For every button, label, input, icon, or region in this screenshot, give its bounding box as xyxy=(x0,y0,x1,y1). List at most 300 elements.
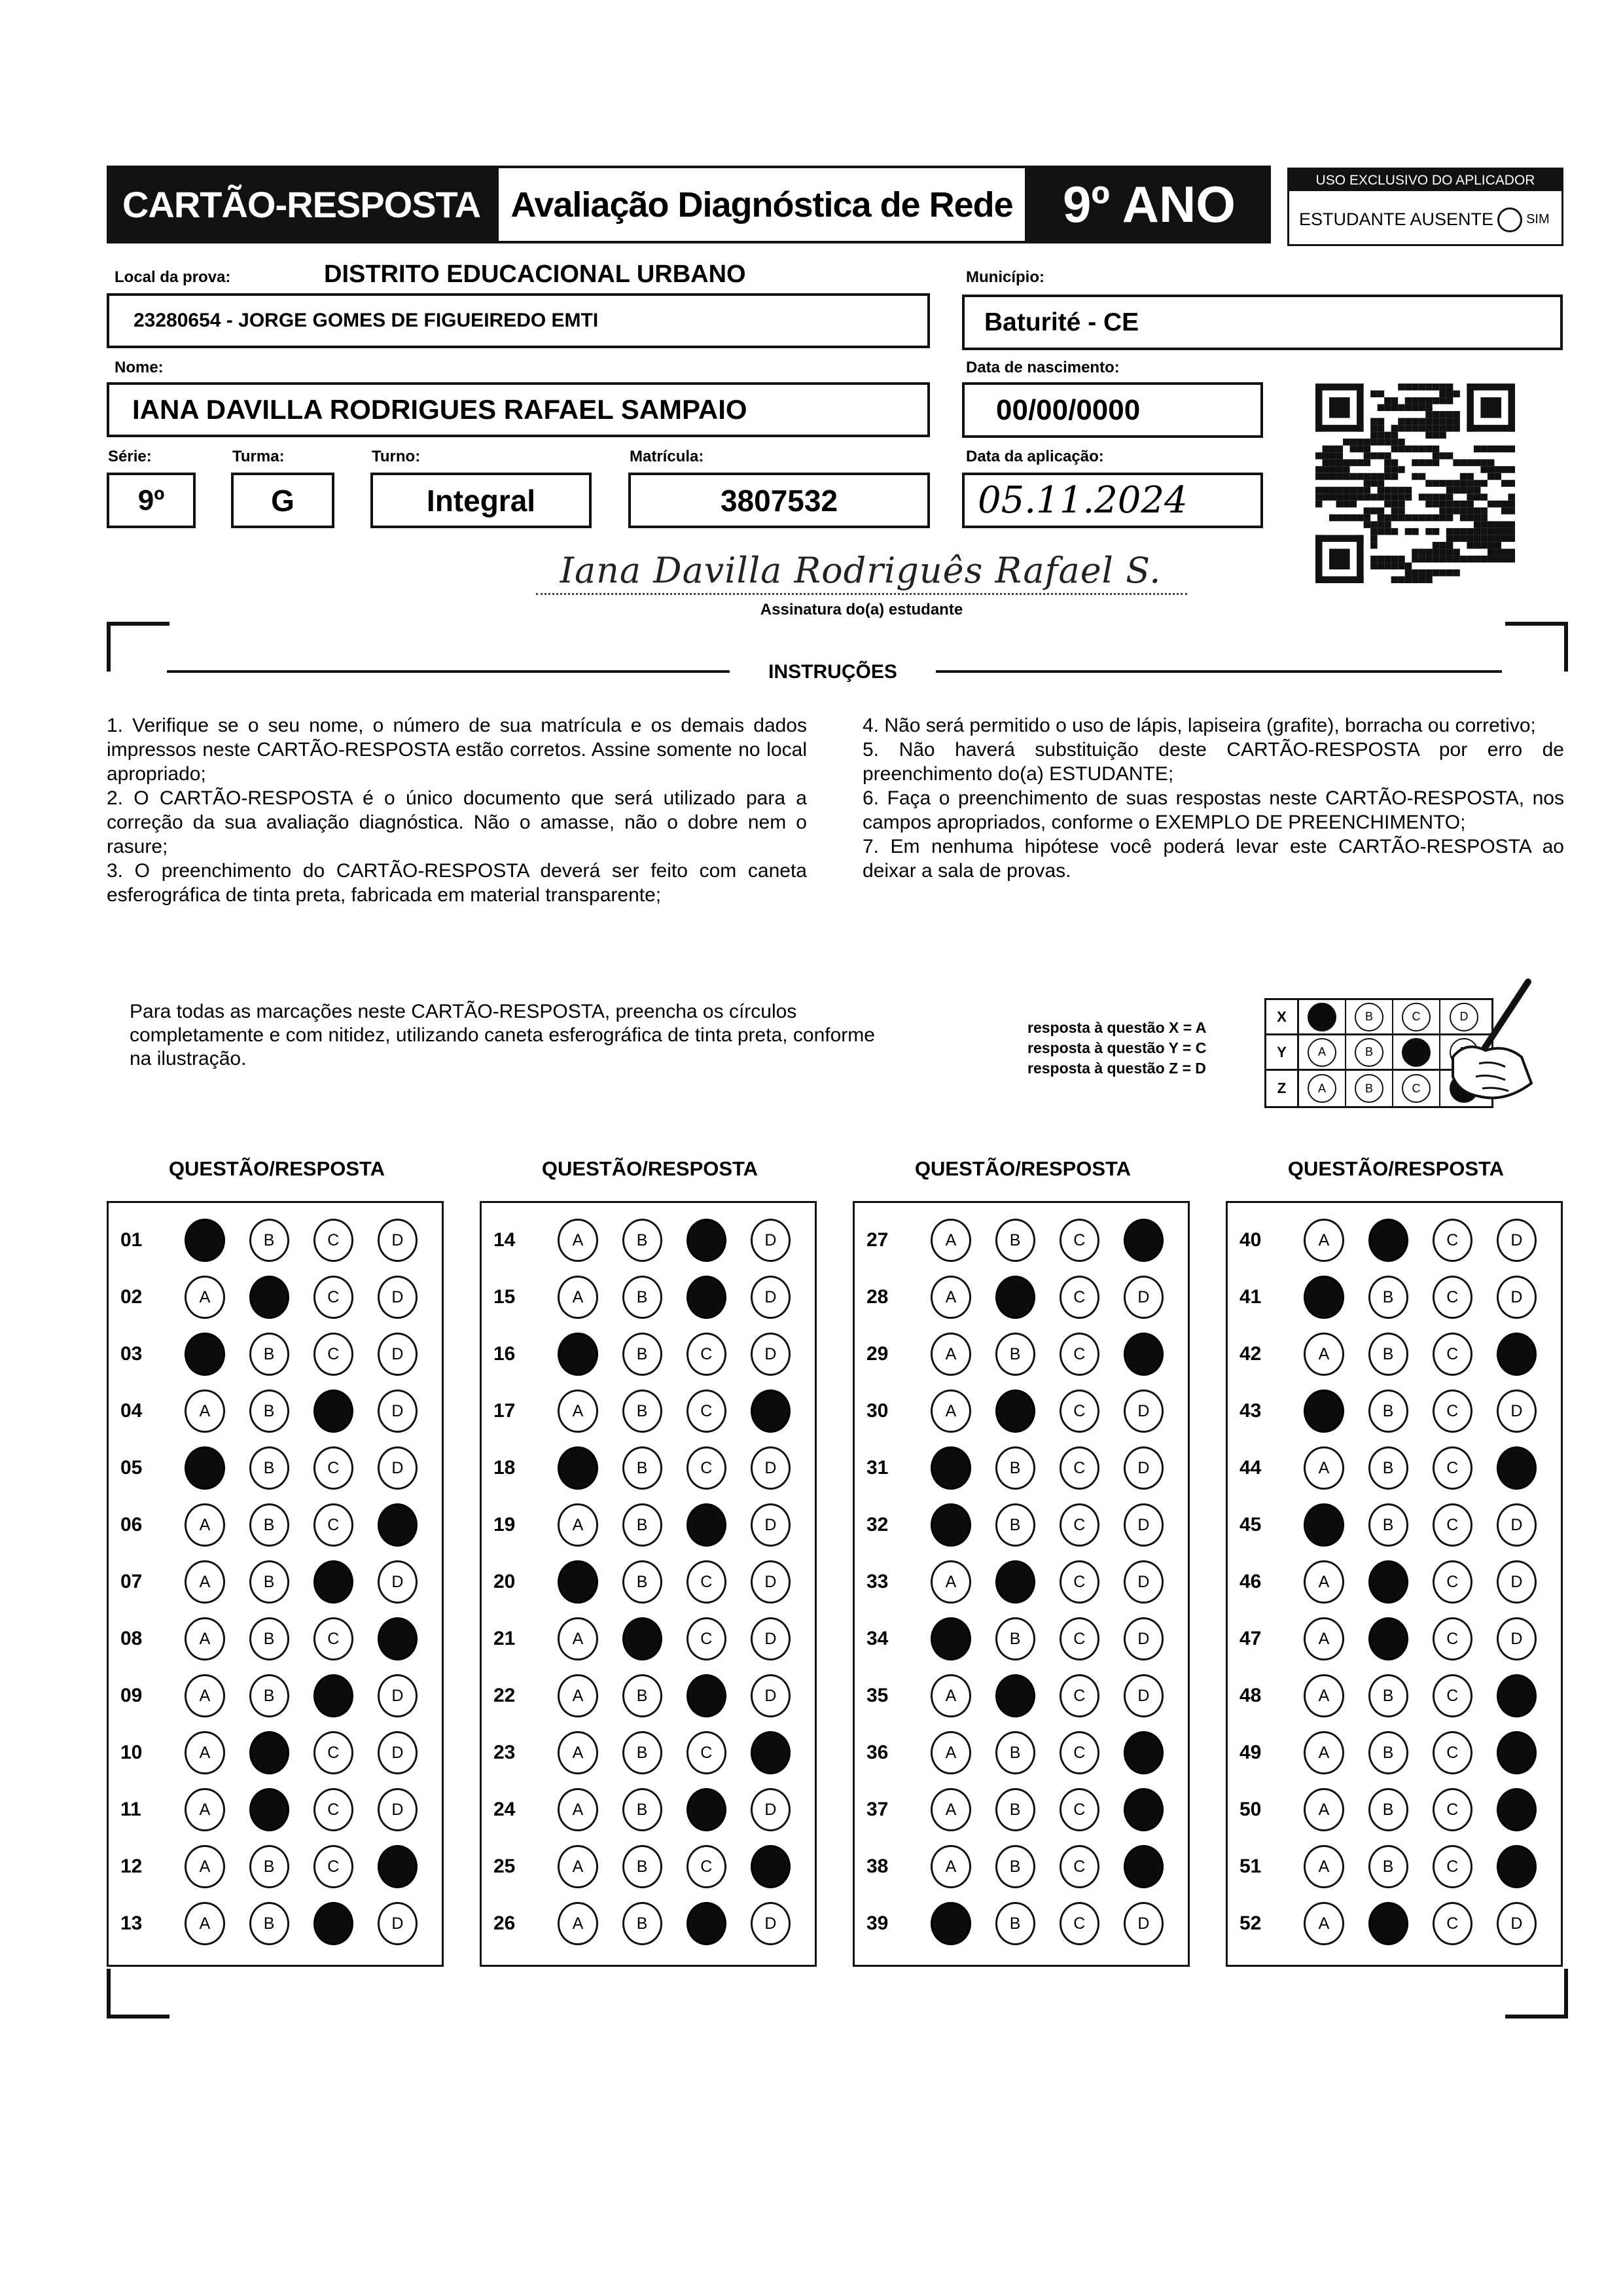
answer-bubble-a[interactable]: A xyxy=(558,1219,597,1262)
question-row xyxy=(482,1733,815,1772)
applicator-header: USO EXCLUSIVO DO APLICADOR xyxy=(1289,170,1561,191)
answer-bubble-d[interactable]: D xyxy=(751,1276,791,1319)
answer-bubble-b[interactable]: B xyxy=(249,1446,289,1490)
answer-bubble-d[interactable]: D xyxy=(751,1617,791,1660)
question-row xyxy=(1228,1847,1561,1886)
answer-bubble-d[interactable] xyxy=(1124,1788,1164,1831)
answer-bubble-c[interactable]: C xyxy=(1060,1503,1099,1547)
answer-bubble-a[interactable] xyxy=(185,1219,224,1262)
example-bubble-a: A xyxy=(1308,1038,1336,1067)
answer-bubble-a[interactable]: A xyxy=(1304,1560,1344,1604)
answer-bubble-b[interactable] xyxy=(1368,1219,1408,1262)
answer-bubble-d[interactable]: D xyxy=(378,1674,418,1717)
answer-bubble-c[interactable]: C xyxy=(687,1446,726,1490)
answer-bubble-c[interactable] xyxy=(687,1219,726,1262)
answer-bubble-a[interactable]: A xyxy=(558,1276,597,1319)
answer-bubble-b[interactable] xyxy=(995,1674,1035,1717)
question-number: 16 xyxy=(493,1343,516,1365)
answer-bubble-d[interactable]: D xyxy=(751,1446,791,1490)
question-row xyxy=(855,1391,1188,1431)
answer-bubble-a[interactable]: A xyxy=(1304,1446,1344,1490)
answer-bubble-d[interactable]: D xyxy=(751,1674,791,1717)
answer-bubble-c[interactable]: C xyxy=(313,1617,353,1660)
answer-bubble-a[interactable]: A xyxy=(931,1219,971,1262)
nascimento-field xyxy=(962,382,1263,438)
answer-bubble-c[interactable]: C xyxy=(313,1788,353,1831)
answer-bubble-c[interactable]: C xyxy=(1060,1390,1099,1433)
question-row xyxy=(109,1904,442,1943)
answer-bubble-b[interactable]: B xyxy=(622,1446,662,1490)
question-number: 48 xyxy=(1240,1685,1262,1706)
answer-bubble-c[interactable]: C xyxy=(1433,1219,1472,1262)
answer-bubble-b[interactable]: B xyxy=(1368,1276,1408,1319)
answer-bubble-d[interactable] xyxy=(1497,1788,1537,1831)
answer-bubble-b[interactable]: B xyxy=(995,1333,1035,1376)
corner-mark-bottom-left xyxy=(107,1969,169,2018)
question-number: 44 xyxy=(1240,1457,1262,1479)
answer-bubble-d[interactable]: D xyxy=(378,1219,418,1262)
answer-bubble-d[interactable]: D xyxy=(1497,1560,1537,1604)
answer-bubble-d[interactable]: D xyxy=(378,1446,418,1490)
answer-bubble-c[interactable]: C xyxy=(687,1333,726,1376)
question-row xyxy=(1228,1733,1561,1772)
answer-bubble-b[interactable]: B xyxy=(1368,1788,1408,1831)
answer-bubble-c[interactable]: C xyxy=(1433,1902,1472,1945)
signature-line xyxy=(536,593,1187,595)
answer-bubble-b[interactable]: B xyxy=(1368,1674,1408,1717)
answer-bubble-b[interactable]: B xyxy=(622,1276,662,1319)
answer-bubble-a[interactable] xyxy=(558,1560,597,1604)
answer-bubble-a[interactable]: A xyxy=(1304,1219,1344,1262)
answer-bubble-b[interactable] xyxy=(995,1276,1035,1319)
answer-bubble-d[interactable]: D xyxy=(1124,1276,1164,1319)
question-number: 43 xyxy=(1240,1400,1262,1422)
answer-bubble-b[interactable]: B xyxy=(249,1503,289,1547)
question-number: 12 xyxy=(120,1856,143,1877)
answer-bubble-a[interactable]: A xyxy=(185,1674,224,1717)
answer-bubble-c[interactable] xyxy=(687,1276,726,1319)
answer-bubble-b[interactable]: B xyxy=(995,1845,1035,1888)
answer-bubble-c[interactable]: C xyxy=(1433,1731,1472,1774)
answer-bubble-c[interactable]: C xyxy=(1433,1845,1472,1888)
answer-bubble-c[interactable]: C xyxy=(313,1219,353,1262)
answer-bubble-c[interactable] xyxy=(687,1788,726,1831)
answer-bubble-c[interactable]: C xyxy=(1060,1219,1099,1262)
corner-mark-top-right xyxy=(1505,622,1568,672)
answer-bubble-a[interactable] xyxy=(558,1333,597,1376)
example-row-label: Y xyxy=(1266,1035,1299,1069)
answer-bubble-a[interactable]: A xyxy=(931,1674,971,1717)
answer-bubble-a[interactable] xyxy=(1304,1276,1344,1319)
answer-bubble-c[interactable]: C xyxy=(1060,1560,1099,1604)
answer-bubble-d[interactable]: D xyxy=(1124,1674,1164,1717)
question-number: 52 xyxy=(1240,1912,1262,1934)
answer-bubble-d[interactable] xyxy=(1497,1674,1537,1717)
answer-bubble-b[interactable]: B xyxy=(1368,1390,1408,1433)
answer-bubble-c[interactable]: C xyxy=(1060,1674,1099,1717)
answer-bubble-b[interactable] xyxy=(249,1276,289,1319)
answer-bubble-b[interactable]: B xyxy=(995,1731,1035,1774)
answer-bubble-d[interactable]: D xyxy=(751,1219,791,1262)
answer-bubble-b[interactable] xyxy=(249,1731,289,1774)
answer-bubble-b[interactable]: B xyxy=(249,1390,289,1433)
question-number: 50 xyxy=(1240,1799,1262,1820)
turma-label: Turma: xyxy=(232,448,285,465)
answer-bubble-a[interactable] xyxy=(931,1503,971,1547)
qr-code-icon xyxy=(1315,384,1515,583)
answer-bubble-a[interactable] xyxy=(931,1446,971,1490)
answer-bubble-d[interactable] xyxy=(1497,1731,1537,1774)
answer-bubble-a[interactable]: A xyxy=(1304,1845,1344,1888)
answer-bubble-b[interactable]: B xyxy=(249,1674,289,1717)
answer-bubble-a[interactable]: A xyxy=(931,1731,971,1774)
answer-bubble-a[interactable] xyxy=(1304,1503,1344,1547)
answer-bubble-c[interactable]: C xyxy=(687,1731,726,1774)
answer-bubble-d[interactable] xyxy=(1124,1731,1164,1774)
answer-bubble-c[interactable]: C xyxy=(687,1845,726,1888)
answer-bubble-b[interactable]: B xyxy=(995,1617,1035,1660)
question-number: 46 xyxy=(1240,1571,1262,1592)
serie-field xyxy=(107,473,196,528)
answer-bubble-d[interactable] xyxy=(751,1845,791,1888)
answer-bubble-d[interactable]: D xyxy=(378,1276,418,1319)
answer-bubble-c[interactable]: C xyxy=(1060,1731,1099,1774)
answer-bubble-d[interactable]: D xyxy=(751,1503,791,1547)
answer-bubble-c[interactable] xyxy=(313,1560,353,1604)
answer-bubble-c[interactable]: C xyxy=(1060,1333,1099,1376)
example-bubble-c: C xyxy=(1402,1003,1431,1031)
answer-bubble-b[interactable]: B xyxy=(995,1503,1035,1547)
question-number: 15 xyxy=(493,1286,516,1308)
answer-bubble-c[interactable]: C xyxy=(1060,1617,1099,1660)
instr-rule-left xyxy=(167,670,730,673)
question-row xyxy=(855,1448,1188,1488)
answer-bubble-a[interactable]: A xyxy=(558,1902,597,1945)
answer-bubble-c[interactable]: C xyxy=(1060,1446,1099,1490)
answer-bubble-d[interactable] xyxy=(378,1617,418,1660)
answer-bubble-d[interactable]: D xyxy=(1497,1617,1537,1660)
question-row xyxy=(482,1904,815,1943)
answer-bubble-a[interactable]: A xyxy=(558,1731,597,1774)
answer-bubble-a[interactable]: A xyxy=(931,1390,971,1433)
answer-bubble-c[interactable] xyxy=(313,1674,353,1717)
answer-bubble-d[interactable]: D xyxy=(751,1333,791,1376)
answer-bubble-d[interactable]: D xyxy=(1497,1390,1537,1433)
question-number: 31 xyxy=(866,1457,889,1479)
local-label: Local da prova: xyxy=(115,268,231,286)
question-number: 17 xyxy=(493,1400,516,1422)
aplicacao-field xyxy=(962,473,1263,528)
answer-bubble-d[interactable] xyxy=(751,1731,791,1774)
question-number: 37 xyxy=(866,1799,889,1820)
matricula-value: 3807532 xyxy=(720,483,838,518)
answer-bubble-a[interactable]: A xyxy=(185,1560,224,1604)
municipio-field xyxy=(962,295,1563,350)
answer-bubble-a[interactable]: A xyxy=(185,1788,224,1831)
answer-bubble-d[interactable]: D xyxy=(751,1788,791,1831)
answer-bubble-a[interactable]: A xyxy=(1304,1902,1344,1945)
question-row xyxy=(855,1562,1188,1602)
question-row xyxy=(1228,1505,1561,1545)
answer-bubble-b[interactable]: B xyxy=(622,1503,662,1547)
answer-bubble-c[interactable] xyxy=(313,1902,353,1945)
answer-bubble-c[interactable]: C xyxy=(313,1731,353,1774)
answer-bubble-b[interactable]: B xyxy=(1368,1845,1408,1888)
matricula-field xyxy=(628,473,930,528)
answer-bubble-a[interactable]: A xyxy=(931,1788,971,1831)
question-row xyxy=(855,1619,1188,1659)
exam-name: Avaliação Diagnóstica de Rede xyxy=(496,166,1027,243)
question-row xyxy=(109,1278,442,1317)
answer-bubble-c[interactable] xyxy=(687,1503,726,1547)
answer-bubble-c[interactable]: C xyxy=(1433,1446,1472,1490)
example-row-label: X xyxy=(1266,1000,1299,1033)
answer-bubble-d[interactable]: D xyxy=(1497,1902,1537,1945)
example-bubble-c: C xyxy=(1402,1074,1431,1103)
answer-bubble-d[interactable]: D xyxy=(378,1731,418,1774)
answer-bubble-b[interactable]: B xyxy=(622,1788,662,1831)
answer-bubble-c[interactable] xyxy=(687,1902,726,1945)
example-legend xyxy=(1027,1018,1263,1079)
answer-bubble-b[interactable]: B xyxy=(1368,1446,1408,1490)
answer-bubble-d[interactable]: D xyxy=(751,1902,791,1945)
answer-bubble-c[interactable]: C xyxy=(687,1390,726,1433)
absent-row xyxy=(1299,202,1550,238)
question-row xyxy=(855,1847,1188,1886)
answer-bubble-a[interactable] xyxy=(558,1446,597,1490)
answer-bubble-b[interactable]: B xyxy=(249,1333,289,1376)
answer-bubble-b[interactable]: B xyxy=(995,1219,1035,1262)
question-row xyxy=(1228,1619,1561,1659)
answer-bubble-c[interactable]: C xyxy=(1060,1788,1099,1831)
question-row xyxy=(855,1733,1188,1772)
question-row xyxy=(109,1676,442,1715)
question-number: 29 xyxy=(866,1343,889,1365)
question-number: 01 xyxy=(120,1229,143,1251)
answer-bubble-a[interactable]: A xyxy=(1304,1333,1344,1376)
answer-bubble-c[interactable]: C xyxy=(1433,1674,1472,1717)
question-number: 39 xyxy=(866,1912,889,1934)
answer-bubble-c[interactable]: C xyxy=(1433,1617,1472,1660)
answer-bubble-a[interactable]: A xyxy=(185,1731,224,1774)
answer-bubble-d[interactable] xyxy=(1124,1845,1164,1888)
answer-bubble-a[interactable]: A xyxy=(558,1617,597,1660)
absent-checkbox[interactable] xyxy=(1497,207,1522,232)
question-row xyxy=(1228,1335,1561,1374)
answer-column-box xyxy=(107,1201,444,1967)
answer-bubble-d[interactable] xyxy=(1124,1333,1164,1376)
answer-bubble-b[interactable] xyxy=(995,1560,1035,1604)
answer-bubble-a[interactable]: A xyxy=(1304,1788,1344,1831)
question-row xyxy=(855,1790,1188,1829)
question-number: 14 xyxy=(493,1229,516,1251)
answer-bubble-c[interactable]: C xyxy=(1433,1560,1472,1604)
answer-bubble-d[interactable] xyxy=(1497,1446,1537,1490)
answer-bubble-c[interactable]: C xyxy=(1433,1788,1472,1831)
answer-bubble-a[interactable]: A xyxy=(185,1503,224,1547)
answer-bubble-d[interactable]: D xyxy=(378,1333,418,1376)
answer-bubble-c[interactable]: C xyxy=(1060,1902,1099,1945)
answer-bubble-c[interactable]: C xyxy=(1060,1845,1099,1888)
question-row xyxy=(482,1335,815,1374)
answer-bubble-b[interactable]: B xyxy=(249,1845,289,1888)
answer-bubble-b[interactable]: B xyxy=(622,1390,662,1433)
answer-bubble-c[interactable]: C xyxy=(313,1503,353,1547)
answer-bubble-a[interactable]: A xyxy=(185,1617,224,1660)
answer-bubble-b[interactable]: B xyxy=(622,1731,662,1774)
answer-bubble-c[interactable] xyxy=(687,1674,726,1717)
question-number: 19 xyxy=(493,1514,516,1535)
answer-bubble-d[interactable]: D xyxy=(378,1560,418,1604)
answer-bubble-a[interactable]: A xyxy=(558,1503,597,1547)
answer-bubble-a[interactable]: A xyxy=(558,1390,597,1433)
pen-hand-icon xyxy=(1407,978,1538,1109)
answer-bubble-a[interactable] xyxy=(931,1617,971,1660)
example-bubble-d: D xyxy=(1450,1003,1478,1031)
answer-bubble-c[interactable]: C xyxy=(1433,1390,1472,1433)
answer-bubble-c[interactable]: C xyxy=(687,1560,726,1604)
answer-bubble-c[interactable]: C xyxy=(1433,1503,1472,1547)
answer-bubble-a[interactable]: A xyxy=(931,1276,971,1319)
question-number: 26 xyxy=(493,1912,516,1934)
answer-bubble-a[interactable]: A xyxy=(931,1845,971,1888)
answer-bubble-b[interactable]: B xyxy=(622,1560,662,1604)
question-number: 35 xyxy=(866,1685,889,1706)
answer-bubble-b[interactable]: B xyxy=(622,1333,662,1376)
answer-bubble-b[interactable]: B xyxy=(622,1902,662,1945)
answer-bubble-b[interactable]: B xyxy=(622,1219,662,1262)
answer-bubble-a[interactable]: A xyxy=(558,1845,597,1888)
answer-bubble-a[interactable]: A xyxy=(931,1333,971,1376)
answer-bubble-b[interactable]: B xyxy=(995,1446,1035,1490)
question-row xyxy=(482,1562,815,1602)
answer-bubble-c[interactable]: C xyxy=(313,1446,353,1490)
column-title: QUESTÃO/RESPOSTA xyxy=(541,1157,758,1180)
answer-bubble-d[interactable] xyxy=(1497,1845,1537,1888)
answer-bubble-b[interactable]: B xyxy=(1368,1333,1408,1376)
question-number: 45 xyxy=(1240,1514,1262,1535)
answer-bubble-d[interactable]: D xyxy=(1124,1560,1164,1604)
answer-bubble-d[interactable] xyxy=(1497,1333,1537,1376)
question-row xyxy=(109,1847,442,1886)
question-row xyxy=(855,1221,1188,1260)
answer-bubble-b[interactable] xyxy=(249,1788,289,1831)
answer-bubble-c[interactable]: C xyxy=(313,1333,353,1376)
answer-bubble-d[interactable]: D xyxy=(751,1560,791,1604)
answer-bubble-a[interactable] xyxy=(931,1902,971,1945)
answer-bubble-d[interactable]: D xyxy=(1497,1503,1537,1547)
question-row xyxy=(109,1733,442,1772)
answer-bubble-c[interactable] xyxy=(313,1390,353,1433)
answer-bubble-b[interactable]: B xyxy=(622,1674,662,1717)
answer-bubble-d[interactable] xyxy=(378,1845,418,1888)
nascimento-value: 00/00/0000 xyxy=(996,393,1141,426)
answer-bubble-a[interactable]: A xyxy=(1304,1731,1344,1774)
answer-bubble-a[interactable]: A xyxy=(1304,1674,1344,1717)
answer-bubble-b[interactable]: B xyxy=(249,1560,289,1604)
answer-bubble-a[interactable]: A xyxy=(1304,1617,1344,1660)
corner-mark-top-left xyxy=(107,622,169,672)
answer-bubble-c[interactable]: C xyxy=(1060,1276,1099,1319)
answer-bubble-d[interactable]: D xyxy=(1497,1276,1537,1319)
instr-rule-right xyxy=(936,670,1502,673)
question-number: 09 xyxy=(120,1685,143,1706)
answer-bubble-a[interactable]: A xyxy=(185,1390,224,1433)
answer-bubble-c[interactable]: C xyxy=(313,1276,353,1319)
answer-bubble-c[interactable]: C xyxy=(313,1845,353,1888)
answer-bubble-a[interactable]: A xyxy=(185,1276,224,1319)
answer-bubble-d[interactable]: D xyxy=(1124,1390,1164,1433)
answer-bubble-d[interactable]: D xyxy=(378,1788,418,1831)
answer-bubble-a[interactable]: A xyxy=(931,1560,971,1604)
answer-bubble-a[interactable]: A xyxy=(558,1674,597,1717)
question-row xyxy=(109,1391,442,1431)
answer-bubble-d[interactable] xyxy=(378,1503,418,1547)
question-row xyxy=(855,1278,1188,1317)
answer-bubble-b[interactable]: B xyxy=(249,1902,289,1945)
example-bubble-a: A xyxy=(1308,1074,1336,1103)
question-row xyxy=(109,1335,442,1374)
answer-bubble-b[interactable]: B xyxy=(249,1219,289,1262)
nome-value: IANA DAVILLA RODRIGUES RAFAEL SAMPAIO xyxy=(132,394,747,425)
question-row xyxy=(1228,1391,1561,1431)
answer-bubble-d[interactable]: D xyxy=(378,1902,418,1945)
answer-bubble-a[interactable] xyxy=(185,1446,224,1490)
answer-bubble-d[interactable]: D xyxy=(1124,1617,1164,1660)
question-number: 05 xyxy=(120,1457,143,1479)
answer-bubble-b[interactable] xyxy=(1368,1617,1408,1660)
answer-bubble-a[interactable]: A xyxy=(558,1788,597,1831)
answer-bubble-a[interactable] xyxy=(185,1333,224,1376)
answer-bubble-b[interactable]: B xyxy=(995,1788,1035,1831)
answer-bubble-b[interactable]: B xyxy=(1368,1503,1408,1547)
answer-bubble-b[interactable] xyxy=(1368,1560,1408,1604)
question-number: 11 xyxy=(120,1799,141,1820)
answer-bubble-b[interactable]: B xyxy=(249,1617,289,1660)
answer-bubble-b[interactable] xyxy=(995,1390,1035,1433)
answer-bubble-d[interactable] xyxy=(1124,1219,1164,1262)
answer-bubble-c[interactable]: C xyxy=(1433,1333,1472,1376)
answer-bubble-b[interactable]: B xyxy=(622,1845,662,1888)
question-number: 28 xyxy=(866,1286,889,1308)
answer-bubble-b[interactable]: B xyxy=(995,1902,1035,1945)
answer-bubble-d[interactable]: D xyxy=(1124,1902,1164,1945)
grade-badge: 9º ANO xyxy=(1063,175,1236,233)
answer-bubble-a[interactable]: A xyxy=(185,1845,224,1888)
answer-bubble-b[interactable]: B xyxy=(1368,1731,1408,1774)
answer-bubble-b[interactable] xyxy=(1368,1902,1408,1945)
question-row xyxy=(1228,1904,1561,1943)
answer-bubble-d[interactable]: D xyxy=(1497,1219,1537,1262)
question-number: 33 xyxy=(866,1571,889,1592)
answer-bubble-d[interactable]: D xyxy=(1124,1446,1164,1490)
answer-bubble-d[interactable]: D xyxy=(378,1390,418,1433)
answer-bubble-a[interactable] xyxy=(1304,1390,1344,1433)
school-name: 23280654 - JORGE GOMES DE FIGUEIREDO EMTI xyxy=(134,310,599,331)
answer-bubble-d[interactable]: D xyxy=(1124,1503,1164,1547)
example-instructions: Para todas as marcações neste CARTÃO-RESPOSTA, preencha os círculos completamente e com nitidez, utilizando caneta esferográfica de tinta preta, conforme na ilustração. xyxy=(130,1001,875,1069)
column-title: QUESTÃO/RESPOSTA xyxy=(168,1157,385,1180)
question-number: 13 xyxy=(120,1912,143,1934)
answer-bubble-b[interactable] xyxy=(622,1617,662,1660)
question-row xyxy=(1228,1278,1561,1317)
answer-bubble-c[interactable]: C xyxy=(687,1617,726,1660)
answer-bubble-a[interactable]: A xyxy=(185,1902,224,1945)
question-number: 21 xyxy=(493,1628,516,1649)
answer-bubble-d[interactable] xyxy=(751,1390,791,1433)
question-number: 03 xyxy=(120,1343,143,1365)
answer-bubble-c[interactable]: C xyxy=(1433,1276,1472,1319)
